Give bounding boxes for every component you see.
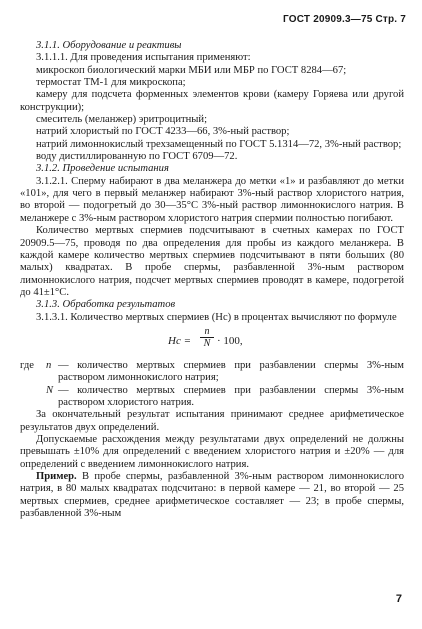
where-word: где [20,359,34,371]
definition-symbol: n [46,359,52,371]
formula-rhs: · 100, [217,334,243,347]
list-item: натрий хлористый по ГОСТ 4233—66, 3%-ный раствор; [36,126,290,138]
paragraph: Количество мертвых спермиев подсчитывают в счетных камерах по ГОСТ 20909.5—75, проводя по два определения для пробы из каждого меланжера. В каждой камере количество мертвых спермиев подсчитывают в пяти больших (80 малых) квадратах. В пробе спермы, разбавленной 3%-ным раствором лимоннокислого натрия, подсчет мертвых спермиев проводят в камере, подогретой до 41±1°С. [20,225,404,298]
list-item: натрий лимоннокислый трехзамещенный по ГОСТ 5.1314—72, 3%-ный раствор; [36,138,402,150]
list-item: термостат ТМ-1 для микроскопа; [36,77,186,89]
definition-text: — количество мертвых спермиев при разбавлении спермы 3%-ным раствором хлористого натрия. [58,384,404,408]
list-item: смеситель (меланжер) эритроцитный; [36,114,208,126]
definition-row [20,360,404,385]
paragraph: 3.1.3.1. Количество мертвых спермиев (Нс) в процентах вычисляют по формуле [36,311,397,323]
example-label: Пример. [36,471,77,482]
paragraph: Допускаемые расхождения между результатами двух определений не должны превышать ±10% для определений с введением хлористого натрия и ±20% — для определений с введением лимоннокислого натрия. [20,433,404,470]
paragraph: За окончательный результат испытания принимают среднее арифметическое результатов двух определений. [20,409,404,433]
example-paragraph [20,471,404,520]
section-heading: 3.1.3. Обработка результатов [36,299,176,311]
list-item: камеру для подсчета форменных элементов крови (камеру Горяева или другой конструкции); [20,89,404,113]
definition-text: — количество мертвых спермиев при разбавлении спермы 3%-ным раствором лимоннокислого натрия; [58,359,404,384]
list-item: воду дистиллированную по ГОСТ 6709—72. [36,151,238,163]
formula-definitions [20,360,404,409]
paragraph: 3.1.1.1. Для проведения испытания применяют: [36,52,251,64]
definition-row [20,385,404,410]
formula [20,326,404,356]
page-header: ГОСТ 20909.3—75 Стр. 7 [283,14,406,25]
formula-lhs: Нс = [168,334,191,347]
formula-fraction [200,326,214,350]
list-item: микроскоп биологический марки МБИ или МБР по ГОСТ 8284—67; [36,64,347,76]
document-body [20,40,404,520]
formula-numerator: n [200,326,214,338]
example-text: В пробе спермы, разбавленной 3%-ным раствором лимоннокислого натрия, в 80 малых квадратах подсчитано: в первой камере — 21, во второй — 25 мертвых спермиев, среднее арифметическое составляет — 23; в пробе спермы, разбавленной 3%-ным [20,471,404,520]
section-heading: 3.1.1. Оборудование и реактивы [36,40,182,51]
spacer [20,385,46,410]
definition-symbol: N [46,384,54,396]
section-heading: 3.1.2. Проведение испытания [36,163,169,175]
page-number: 7 [395,593,402,605]
paragraph: 3.1.2.1. Сперму набирают в два меланжера до метки «1» и разбавляют до метки «101», для чего в первый меланжер набирают 3%-ный раствор хлористого натрия, во второй — подогретый до 30—35°С 3%-ный раствор лимоннокислого натрия. В меланжере с 3%-ным раствором хлористого натрия спермии полностью погибают. [20,175,404,224]
formula-denominator: N [203,337,211,349]
